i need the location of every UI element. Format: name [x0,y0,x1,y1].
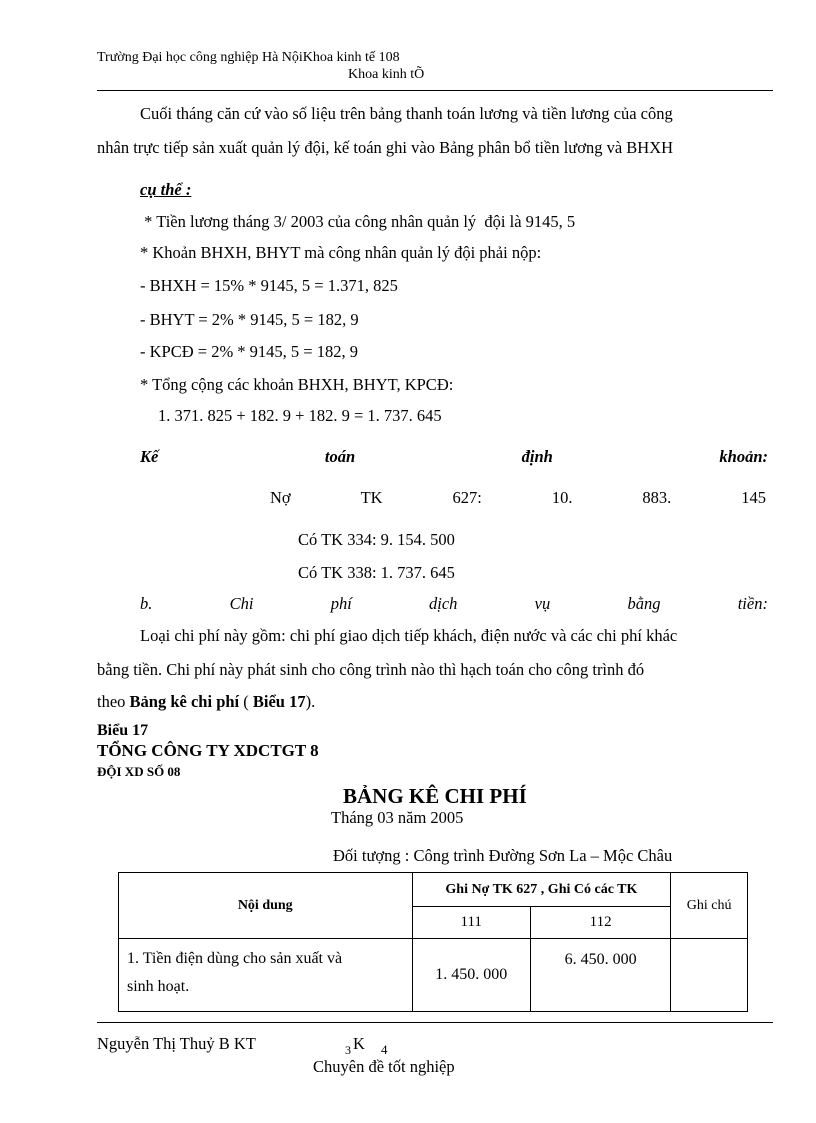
detail-bhxh: - BHXH = 15% * 9145, 5 = 1.371, 825 [140,276,398,295]
company-name: TỔNG CÔNG TY XDCTGT 8 [97,741,319,760]
row-value-112: 6. 450. 000 [530,939,670,1012]
word: 627: [452,488,482,507]
bold-text: Biểu 17 [252,692,306,711]
word: tiền: [737,594,768,613]
bieu-label: Biểu 17 [97,722,149,739]
paragraph-2-line-1: Loại chi phí này gồm: chi phí giao dịch tiếp khách, điện nước và các chi phí khác [140,626,678,645]
text: 1. Tiền điện dùng cho sản xuất và [127,950,343,967]
credit-entry-338: Có TK 338: 1. 737. 645 [298,563,455,582]
word: Nợ [270,488,291,507]
paragraph-1-line-2: nhân trực tiếp sản xuất quản lý đội, kế toán ghi vào Bảng phân bổ tiền lương và BHXH [97,138,674,157]
header-line-2: Khoa kinh tÕ [348,67,425,82]
table-object: Đối tượng : Công trình Đường Sơn La – Mộc Châu [333,846,673,865]
bold-text: Bảng kê chi phí [129,692,240,711]
footer-title: Chuyên đề tốt nghiệp [313,1057,455,1076]
header-line-1: Trường Đại học công nghiệp Hà NộiKhoa kinh tế 108 [97,50,400,65]
detail-bhyt: - BHYT = 2% * 9145, 5 = 182, 9 [140,310,359,329]
row-content [119,939,413,1012]
word: toán [324,447,356,466]
word: b. [140,594,153,613]
table-month: Tháng 03 năm 2005 [331,808,464,827]
header-debit-credit: Ghi Nợ TK 627 , Ghi Có các TK [412,873,671,907]
footer-num: 4 [381,1042,388,1057]
footer-rule [97,1022,773,1023]
header-111: 111 [412,907,530,939]
text: ( [239,692,253,711]
paragraph-2-line-3 [97,692,315,712]
detail-total-value: 1. 371. 825 + 182. 9 + 182. 9 = 1. 737. 645 [158,406,442,425]
word: phí [330,594,352,613]
paragraph-2-line-2: bằng tiền. Chi phí này phát sinh cho công trình nào thì hạch toán cho công trình đó [97,660,645,679]
cost-table [118,872,748,1012]
detail-insurance: * Khoản BHXH, BHYT mà công nhân quản lý đội phải nộp: [140,243,542,262]
footer-author: Nguyễn Thị Thuỷ B KT [97,1034,256,1053]
detail-kpcd: - KPCĐ = 2% * 9145, 5 = 182, 9 [140,342,358,361]
header-content: Nội dung [119,873,413,939]
header-note: Ghi chú [671,873,748,939]
text: theo [97,692,130,711]
debit-entry [270,488,766,508]
detail-total-label: * Tổng cộng các khoản BHXH, BHYT, KPCĐ: [140,375,454,394]
word: 10. [551,488,573,507]
header-112: 112 [530,907,670,939]
text: ). [305,692,316,711]
team-name: ĐỘI XD SỐ 08 [97,764,181,779]
word: bằng [627,594,661,613]
table-row [119,939,748,1012]
word: dịch [429,594,458,613]
footer-sub: 3 [345,1043,351,1057]
credit-entry-334: Có TK 334: 9. 154. 500 [298,530,455,549]
word: khoản: [719,447,768,466]
detail-salary: * Tiền lương tháng 3/ 2003 của công nhân quản lý đội là 9145, 5 [140,212,576,231]
word: vụ [534,594,551,613]
header-rule [97,90,773,91]
word: TK [360,488,383,507]
accounting-entry-heading [140,447,768,467]
row-note [671,939,748,1012]
paragraph-1-line-1: Cuối tháng căn cứ vào số liệu trên bảng thanh toán lương và tiền lương của công [140,104,673,123]
word: Chi [229,594,254,613]
table-header-row [119,873,748,907]
row-content-line-2: sinh hoạt. [127,978,190,995]
row-content-line-1 [127,945,404,973]
word: Kế [140,447,159,466]
word: 145 [741,488,766,507]
word: 883. [642,488,672,507]
word: định [521,447,553,466]
row-value-111: 1. 450. 000 [412,939,530,1012]
table-title: BẢNG KÊ CHI PHÍ [343,784,527,808]
cu-the-heading: cụ thể : [140,180,192,199]
footer-k: K [353,1034,365,1053]
section-b-heading [140,594,768,614]
